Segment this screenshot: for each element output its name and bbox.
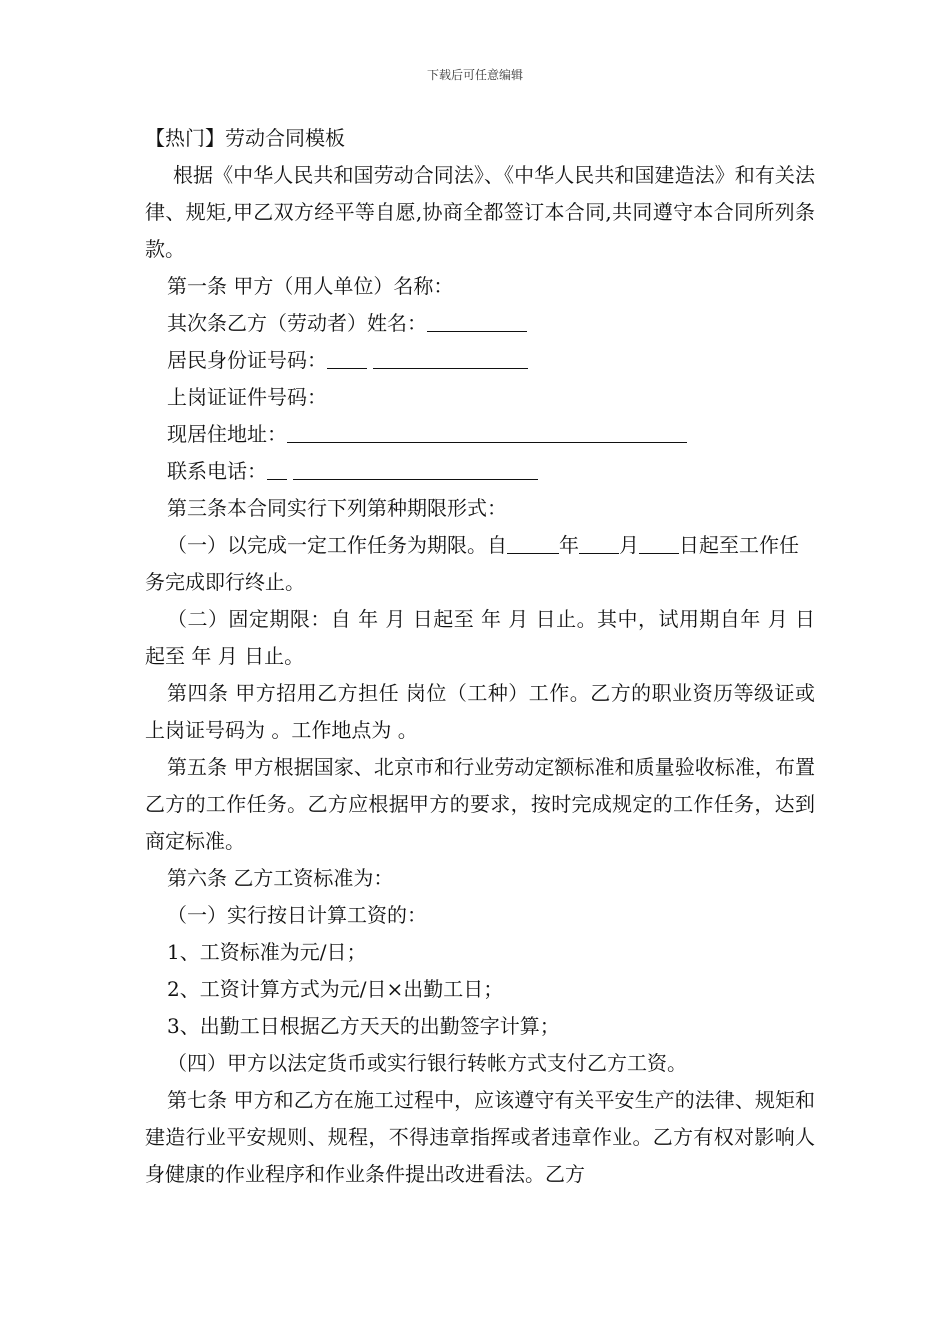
article-3-item-1 xyxy=(145,527,815,601)
article-6-item-1-2: 2、工资计算方式为元/日×出勤工日； xyxy=(167,977,504,1001)
article-3-item-2: （二）固定期限：自 年 月 日起至 年 月 日止。其中，试用期自年 月 日起至 年 月 日止。 xyxy=(145,607,815,668)
id-number-blank-2 xyxy=(373,346,528,369)
article-6-item-1: （一）实行按日计算工资的： xyxy=(167,903,427,927)
article-7: 第七条 甲方和乙方在施工过程中，应该遵守有关平安生产的法律、规矩和建造行业平安规则、规程，不得违章指挥或者违章作业。乙方有权对影响人身健康的作业程序和作业条件提出改进看法。乙方 xyxy=(145,1088,815,1186)
article-6: 第六条 乙方工资标准为： xyxy=(167,866,394,890)
address-line xyxy=(145,416,815,453)
year-blank xyxy=(507,531,559,554)
address-blank xyxy=(287,420,687,443)
article-3: 第三条本合同实行下列第种期限形式： xyxy=(167,496,507,520)
id-number-label: 居民身份证号码： xyxy=(167,348,327,372)
article-1: 第一条 甲方（用人单位）名称： xyxy=(167,274,454,298)
id-number-blank-1 xyxy=(327,346,367,369)
day-blank xyxy=(639,531,679,554)
article-6-item-4: （四）甲方以法定货币或实行银行转帐方式支付乙方工资。 xyxy=(167,1051,687,1075)
certificate-line: 上岗证证件号码： xyxy=(167,385,327,409)
month-blank xyxy=(579,531,619,554)
page-header-note: 下载后可任意编辑 xyxy=(426,68,523,82)
article-3-item-1-text-a: （一）以完成一定工作任务为期限。自 xyxy=(167,533,507,557)
article-2 xyxy=(145,305,815,342)
phone-label: 联系电话： xyxy=(167,459,267,483)
article-5: 第五条 甲方根据国家、北京市和行业劳动定额标准和质量验收标准，布置乙方的工作任务。乙方应根据甲方的要求，按时完成规定的工作任务，达到商定标准。 xyxy=(145,755,815,853)
phone-blank-1 xyxy=(267,457,287,480)
article-6-item-1-1: 1、工资标准为元/日； xyxy=(167,940,367,964)
article-3-item-1-text-b: 日起至工作任务完成即行终止。 xyxy=(145,533,799,594)
article-2-label: 其次条乙方（劳动者）姓名： xyxy=(167,311,427,335)
document-body xyxy=(145,120,815,1193)
month-label: 月 xyxy=(619,533,639,557)
id-number-line xyxy=(145,342,815,379)
phone-line xyxy=(145,453,815,490)
year-label: 年 xyxy=(559,533,579,557)
address-label: 现居住地址： xyxy=(167,422,287,446)
phone-blank-2 xyxy=(293,457,538,480)
name-blank xyxy=(427,309,527,332)
intro-paragraph: 根据《中华人民共和国劳动合同法》、《中华人民共和国建造法》和有关法律、规矩,甲乙双方经平等自愿,协商全都签订本合同,共同遵守本合同所列条款。 xyxy=(145,163,815,261)
article-4: 第四条 甲方招用乙方担任 岗位（工种）工作。乙方的职业资历等级证或上岗证号码为 。工作地点为 。 xyxy=(145,681,815,742)
document-title: 【热门】劳动合同模板 xyxy=(145,126,345,150)
article-6-item-1-3: 3、出勤工日根据乙方天天的出勤签字计算； xyxy=(167,1014,560,1038)
